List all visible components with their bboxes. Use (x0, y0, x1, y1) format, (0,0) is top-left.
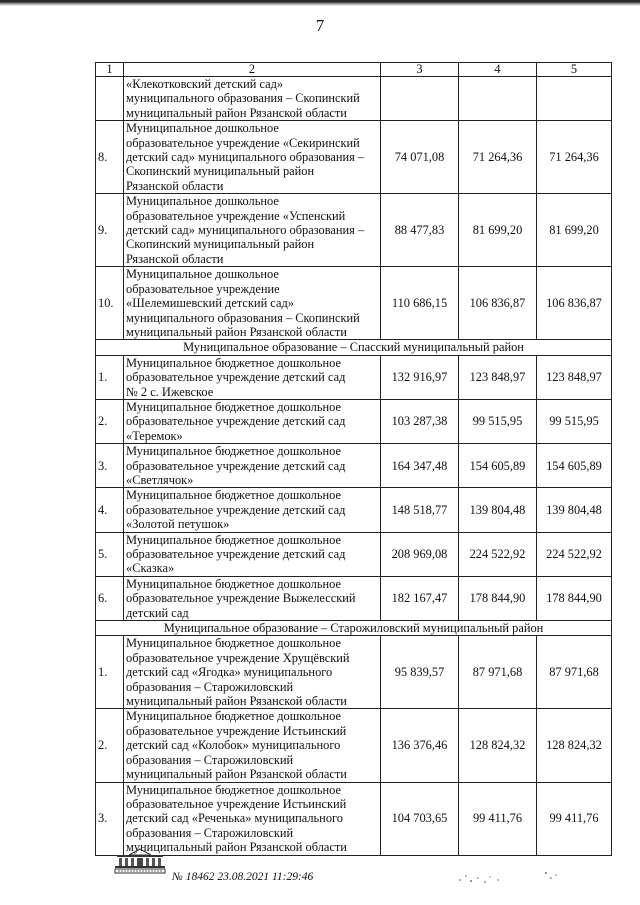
amount-col-5 (537, 77, 612, 121)
institution-name-line: образовательное учреждение детский сад (126, 458, 346, 473)
amount-col-4: 128 824,32 (459, 709, 537, 782)
institution-name-line: Муниципальное бюджетное дошкольное (126, 399, 341, 414)
amount-col-4: 154 605,89 (459, 444, 537, 488)
column-header-1: 1 (96, 63, 124, 77)
amount-col-5: 123 848,97 (537, 355, 612, 399)
amount-col-4: 99 411,76 (459, 782, 537, 855)
institution-name-line: детский сад «Реченька» муниципального (126, 811, 343, 826)
institution-name (124, 782, 381, 855)
institution-name-line: образовательное учреждение детский сад (126, 547, 346, 561)
government-building-stamp-icon (111, 848, 169, 879)
column-header-5: 5 (537, 63, 612, 77)
amount-col-3: 208 969,08 (381, 532, 459, 576)
table-row (96, 444, 612, 488)
institution-name-line: Муниципальное дошкольное (126, 194, 279, 209)
amount-col-4: 139 804,48 (459, 488, 537, 532)
table-row (96, 488, 612, 532)
amount-col-4: 81 699,20 (459, 194, 537, 267)
table-row (96, 576, 612, 620)
institution-name-line: детский сад «Ягодка» муниципального (126, 665, 333, 680)
institution-name-line: «Сказка» (126, 561, 175, 576)
institution-name (124, 121, 381, 194)
institution-name-line: муниципальный район Рязанской области (126, 324, 347, 339)
institution-name-line: муниципального образования – Скопинский (126, 310, 360, 325)
institution-name-line: образовательное учреждение детский сад (126, 502, 346, 517)
institution-name-line: «Светлячок» (126, 472, 194, 487)
amount-col-4: 71 264,36 (459, 121, 537, 194)
row-number: 10. (96, 267, 124, 340)
row-number: 3. (96, 444, 124, 488)
institution-name-line: «Золотой петушок» (126, 517, 230, 532)
registration-stamp-text: № 18462 23.08.2021 11:29:46 (172, 871, 314, 883)
amount-col-4: 106 836,87 (459, 267, 537, 340)
institution-name (124, 576, 381, 620)
amount-col-5: 128 824,32 (537, 709, 612, 782)
row-number: 5. (96, 532, 124, 576)
institution-name-line: образовательное учреждение Истьинский (126, 723, 347, 738)
institution-name-line: Муниципальное бюджетное дошкольное (126, 709, 341, 724)
amount-col-3: 103 287,38 (381, 399, 459, 443)
table-row (96, 399, 612, 443)
institution-name-line: муниципального образования – Скопинский (126, 91, 360, 106)
table-row (96, 709, 612, 782)
table-row (96, 121, 612, 194)
amount-col-5: 224 522,92 (537, 532, 612, 576)
amount-col-5: 154 605,89 (537, 444, 612, 488)
institution-name (124, 355, 381, 399)
column-header-2: 2 (124, 63, 381, 77)
row-number: 3. (96, 782, 124, 855)
institution-name-line: муниципальный район Рязанской области (126, 105, 347, 120)
institution-name (124, 267, 381, 340)
institution-name-line: «Теремок» (126, 428, 183, 443)
institution-name-line: Рязанской области (126, 251, 224, 266)
amount-col-3 (381, 77, 459, 121)
row-number (96, 77, 124, 121)
institution-name-line: детский сад» муниципального образования – (126, 150, 365, 165)
table-row (96, 782, 612, 855)
table-body (96, 63, 612, 856)
institution-name-line: Муниципальное бюджетное дошкольное (126, 782, 341, 797)
institution-name-line: муниципальный район Рязанской области (126, 694, 347, 709)
institution-name-line: Рязанской области (126, 178, 224, 193)
institution-name-line: «Шелемишевский детский сад» (126, 296, 294, 311)
institution-name-line: образовательное учреждение (126, 281, 280, 296)
institution-name-line: муниципальный район Рязанской области (126, 767, 347, 782)
amount-col-5: 99 411,76 (537, 782, 612, 855)
institution-name (124, 532, 381, 576)
scan-top-edge (0, 0, 640, 6)
section-title: Муниципальное образование – Старожиловский муниципальный район (96, 621, 612, 636)
table-header-row (96, 63, 612, 77)
row-number: 1. (96, 636, 124, 709)
institution-name (124, 488, 381, 532)
row-number: 4. (96, 488, 124, 532)
institution-name-line: образования – Старожиловский (126, 679, 294, 694)
amount-col-5: 81 699,20 (537, 194, 612, 267)
row-number: 6. (96, 576, 124, 620)
amount-col-4: 87 971,68 (459, 636, 537, 709)
institution-name-line: детский сад (126, 605, 189, 620)
institution-name-line: Скопинский муниципальный район (126, 164, 315, 179)
row-number: 2. (96, 709, 124, 782)
institution-name-line: образовательное учреждение детский сад (126, 370, 346, 385)
amount-col-4: 178 844,90 (459, 576, 537, 620)
amount-col-3: 104 703,65 (381, 782, 459, 855)
scan-noise (452, 868, 562, 893)
institution-name-line: образовательное учреждение «Успенский (126, 208, 346, 223)
column-header-3: 3 (381, 63, 459, 77)
table-row (96, 77, 612, 121)
institution-name-line: «Клекотковский детский сад» (126, 77, 284, 91)
amount-col-3: 88 477,83 (381, 194, 459, 267)
institution-name-line: детский сад «Колобок» муниципального (126, 738, 341, 753)
amount-col-5: 106 836,87 (537, 267, 612, 340)
table-row (96, 636, 612, 709)
section-header-row (96, 621, 612, 636)
institution-name-line: образования – Старожиловский (126, 825, 294, 840)
institution-name-line: Муниципальное бюджетное дошкольное (126, 532, 341, 547)
amount-col-3: 95 839,57 (381, 636, 459, 709)
institution-name-line: образовательное учреждение Выжелесский (126, 591, 356, 606)
row-number: 1. (96, 355, 124, 399)
amount-col-3: 182 167,47 (381, 576, 459, 620)
amount-col-3: 136 376,46 (381, 709, 459, 782)
row-number: 2. (96, 399, 124, 443)
institution-name-line: Муниципальное дошкольное (126, 267, 279, 282)
amount-col-3: 110 686,15 (381, 267, 459, 340)
institution-name-line: Муниципальное бюджетное дошкольное (126, 576, 341, 591)
table-row (96, 194, 612, 267)
institution-name-line: образовательное учреждение Истьинский (126, 796, 347, 811)
institution-name-line: образовательное учреждение детский сад (126, 414, 346, 429)
institution-name (124, 636, 381, 709)
institution-name-line: Скопинский муниципальный район (126, 237, 315, 252)
institution-name-line: образования – Старожиловский (126, 752, 294, 767)
institution-name-line: образовательное учреждение Хрущёвский (126, 650, 350, 665)
institution-name-line: Муниципальное бюджетное дошкольное (126, 488, 341, 503)
amount-col-3: 148 518,77 (381, 488, 459, 532)
section-title: Муниципальное образование – Спасский муниципальный район (96, 340, 612, 355)
section-header-row (96, 340, 612, 355)
institution-name (124, 709, 381, 782)
amount-col-4 (459, 77, 537, 121)
institution-name (124, 399, 381, 443)
amount-col-3: 132 916,97 (381, 355, 459, 399)
institution-name (124, 77, 381, 121)
amount-col-4: 99 515,95 (459, 399, 537, 443)
amount-col-5: 178 844,90 (537, 576, 612, 620)
institution-name-line: муниципальный район Рязанской области (126, 840, 347, 855)
allocation-table (95, 62, 612, 856)
institution-name-line: образовательное учреждение «Секиринский (126, 135, 360, 150)
amount-col-3: 74 071,08 (381, 121, 459, 194)
institution-name-line: детский сад» муниципального образования – (126, 223, 365, 238)
institution-name-line: Муниципальное бюджетное дошкольное (126, 355, 341, 370)
row-number: 9. (96, 194, 124, 267)
amount-col-4: 224 522,92 (459, 532, 537, 576)
institution-name-line: Муниципальное бюджетное дошкольное (126, 444, 341, 459)
row-number: 8. (96, 121, 124, 194)
column-header-4: 4 (459, 63, 537, 77)
page-number: 7 (315, 16, 325, 35)
table-row (96, 267, 612, 340)
table-row (96, 355, 612, 399)
amount-col-5: 71 264,36 (537, 121, 612, 194)
amount-col-5: 139 804,48 (537, 488, 612, 532)
table-row (96, 532, 612, 576)
institution-name-line: Муниципальное бюджетное дошкольное (126, 636, 341, 651)
institution-name-line: Муниципальное дошкольное (126, 121, 279, 136)
amount-col-5: 87 971,68 (537, 636, 612, 709)
amount-col-5: 99 515,95 (537, 399, 612, 443)
amount-col-4: 123 848,97 (459, 355, 537, 399)
institution-name (124, 444, 381, 488)
institution-name-line: № 2 с. Ижевское (126, 384, 214, 399)
institution-name (124, 194, 381, 267)
amount-col-3: 164 347,48 (381, 444, 459, 488)
